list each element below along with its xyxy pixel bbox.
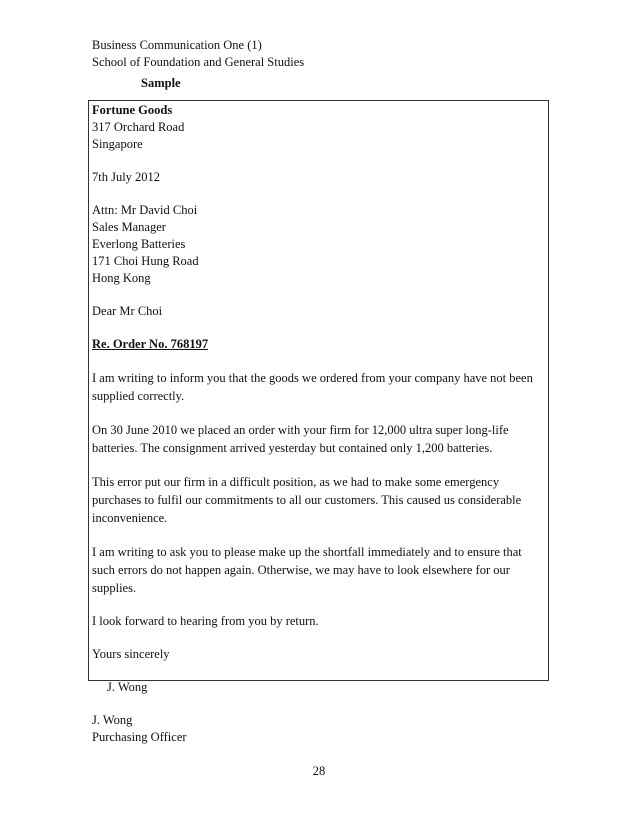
salutation: Dear Mr Choi [92,304,163,318]
recipient-title: Sales Manager [92,220,166,234]
signer-block [92,712,547,746]
sender-city: Singapore [92,137,143,151]
signature: J. Wong [107,680,148,694]
signer-name: J. Wong [92,713,133,727]
letter-date: 7th July 2012 [92,170,161,184]
sender-street: 317 Orchard Road [92,120,185,134]
recipient-street: 171 Choi Hung Road [92,254,199,268]
recipient-attn: Attn: Mr David Choi [92,203,198,217]
recipient-address [92,202,547,287]
sender-company: Fortune Goods [92,103,173,117]
complimentary-close: Yours sincerely [92,647,170,661]
business-letter [92,102,547,746]
body-paragraph: I am writing to inform you that the goods we ordered from your company have not been supplied correctly. [92,371,533,403]
school-name: School of Foundation and General Studies [92,55,305,69]
body-paragraph: This error put our firm in a difficult position, as we had to make some emergency purchases to fulfil our commitments to all our customers. This caused us considerable inconvenience. [92,475,522,525]
body-paragraph: I am writing to ask you to please make up the shortfall immediately and to ensure that such errors do not happen again. Otherwise, we may have to look elsewhere for our supplies. [92,545,522,595]
subject-line: Re. Order No. 768197 [92,337,209,351]
body-paragraph: On 30 June 2010 we placed an order with your firm for 12,000 ultra super long-life batteries. The consignment arrived yesterday but contained only 1,200 batteries. [92,423,509,455]
page-number: 28 [312,764,326,778]
body-paragraph: I look forward to hearing from you by return. [92,614,319,628]
recipient-company: Everlong Batteries [92,237,186,251]
recipient-city: Hong Kong [92,271,151,285]
course-title: Business Communication One (1) [92,38,262,52]
sample-heading: Sample [141,76,181,90]
signer-title: Purchasing Officer [92,730,187,744]
sender-address [92,102,547,153]
page-header [92,37,304,71]
